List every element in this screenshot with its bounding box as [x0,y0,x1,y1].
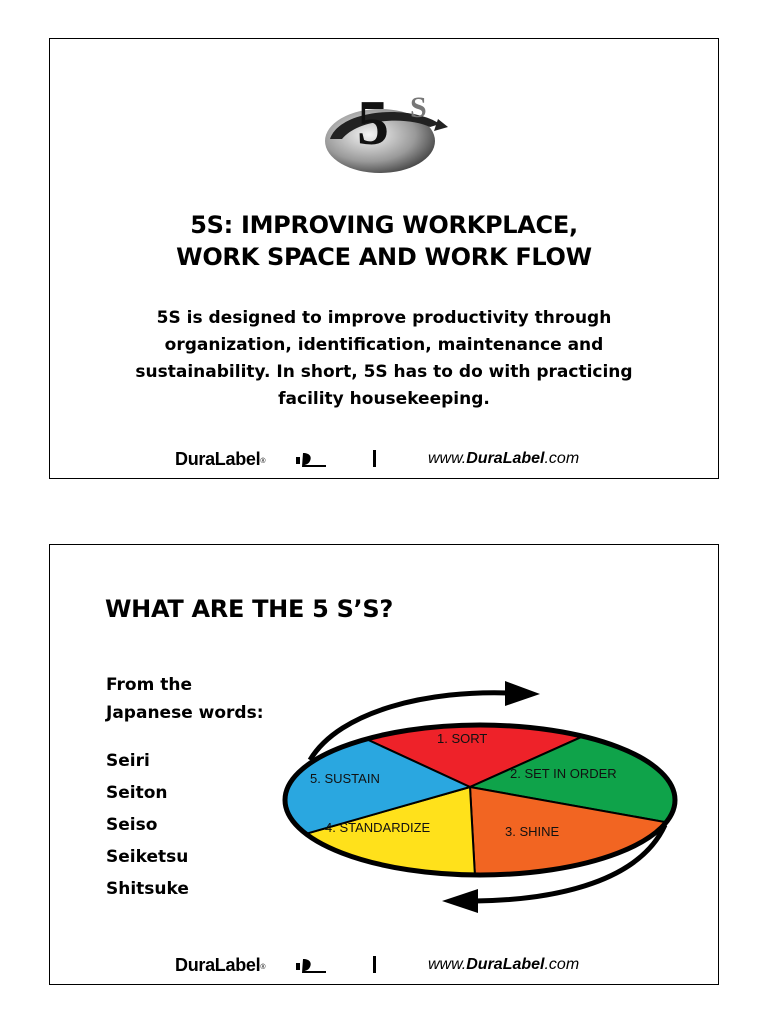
segment-label: 4. STANDARDIZE [325,820,431,835]
top-arrowhead-icon [505,681,540,706]
slide-1-title [50,209,718,273]
segment-label: 3. SHINE [505,824,560,839]
slide-2 [49,544,719,985]
slide-footer [50,446,718,472]
segment-label: 1. SORT [437,731,488,746]
body-line: sustainability. In short, 5S has to do with practicing [135,362,633,382]
logo-s: S [410,91,427,124]
5s-cycle-diagram [270,675,690,915]
intro-line-2: Japanese words: [106,703,264,723]
slide-1 [49,38,719,479]
list-item: Seiso [106,815,158,835]
list-item: Seiketsu [106,847,189,867]
slide-footer [50,952,718,978]
intro-text [106,671,264,727]
japanese-words-list [106,745,189,905]
slide-1-body [90,305,678,413]
duralabel-mark-icon [296,957,328,973]
bottom-arrowhead-icon [442,889,478,913]
segment-label: 2. SET IN ORDER [510,766,617,781]
website-url[interactable]: www.DuraLabel.com [428,450,580,467]
website-url[interactable]: www.DuraLabel.com [428,956,580,973]
footer-separator [373,450,376,467]
title-line-1: 5S: IMPROVING WORKPLACE, [190,211,578,239]
logo-five: 5 [357,87,389,158]
5s-logo [320,79,450,179]
body-line: facility housekeeping. [278,389,490,409]
body-line: 5S is designed to improve productivity through [156,308,612,328]
list-item: Shitsuke [106,879,189,899]
duralabel-mark-icon [296,451,328,467]
intro-line-1: From the [106,675,192,695]
brand-name: DuraLabel® [175,955,266,975]
list-item: Seiton [106,783,168,803]
title-line-2: WORK SPACE AND WORK FLOW [176,243,592,271]
list-item: Seiri [106,751,150,771]
footer-separator [373,956,376,973]
brand-name: DuraLabel® [175,449,266,469]
body-line: organization, identification, maintenance and [164,335,604,355]
slide-2-title: WHAT ARE THE 5 S’S? [105,595,393,623]
segment-label: 5. SUSTAIN [310,771,380,786]
